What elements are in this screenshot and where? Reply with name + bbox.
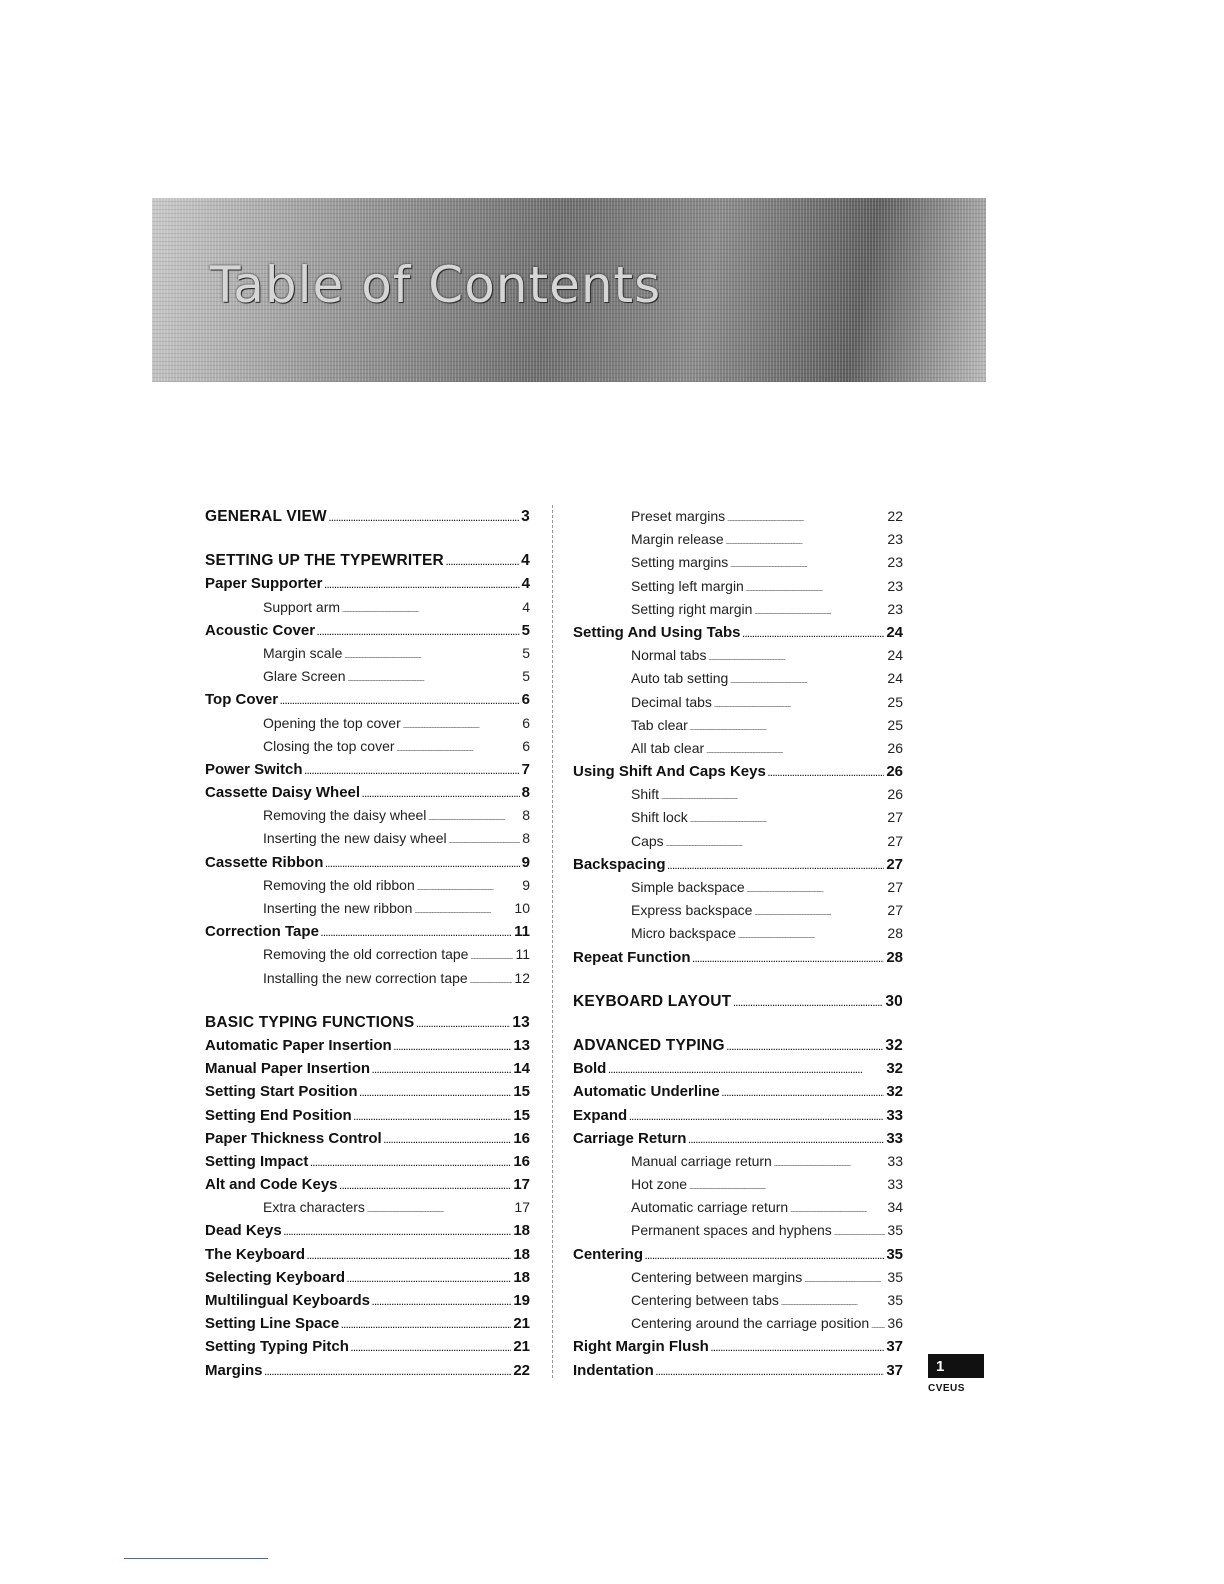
- toc-entry: [205, 1060, 530, 1083]
- toc-entry-page: 17: [514, 1199, 530, 1216]
- toc-dot-leader: [372, 1066, 511, 1075]
- toc-dot-leader: [608, 1066, 884, 1075]
- toc-entry-label: Margin scale: [263, 644, 343, 661]
- toc-entry: [573, 902, 903, 925]
- toc-entry-label: Auto tab setting: [631, 670, 729, 687]
- toc-dot-leader: [871, 1324, 885, 1330]
- toc-dot-leader: [743, 630, 885, 639]
- toc-entry: [573, 949, 903, 972]
- toc-entry: [573, 925, 903, 948]
- toc-entry-page: 25: [887, 716, 903, 733]
- toc-entry: [573, 601, 903, 624]
- toc-entry-label: Centering around the carriage position: [631, 1315, 870, 1332]
- toc-entry-page: 13: [512, 1013, 530, 1031]
- toc-entry: [205, 622, 530, 645]
- toc-dot-leader: [668, 862, 885, 871]
- toc-entry: [205, 807, 530, 830]
- toc-entry-label: Centering between margins: [631, 1268, 803, 1285]
- toc-entry-page: 16: [513, 1129, 530, 1147]
- toc-entry-label: Carriage Return: [573, 1129, 687, 1147]
- toc-entry: [205, 761, 530, 784]
- toc-entry-label: Top Cover: [205, 691, 279, 709]
- toc-entry: [205, 1338, 530, 1361]
- toc-dot-leader: [645, 1252, 884, 1261]
- toc-dot-leader: [347, 677, 520, 683]
- toc-entry-label: Expand: [573, 1106, 628, 1124]
- toc-entry-label: Extra characters: [263, 1199, 365, 1216]
- toc-entry-page: 24: [887, 670, 903, 687]
- toc-dot-leader: [414, 909, 512, 915]
- toc-entry: [205, 1107, 530, 1130]
- toc-entry-label: Manual carriage return: [631, 1152, 772, 1169]
- toc-entry-page: 27: [886, 855, 903, 873]
- toc-dot-leader: [727, 1043, 884, 1052]
- toc-dot-leader: [449, 839, 521, 845]
- toc-entry: [573, 1176, 903, 1199]
- toc-dot-leader: [754, 911, 885, 917]
- toc-entry: [205, 854, 530, 877]
- toc-entry: [205, 1222, 530, 1245]
- footer-rule: [124, 1558, 268, 1559]
- toc-entry-page: 5: [522, 644, 530, 661]
- toc-dot-leader: [280, 697, 520, 706]
- toc-entry-label: Indentation: [573, 1361, 654, 1379]
- toc-dot-leader: [325, 581, 520, 590]
- toc-entry: [573, 670, 903, 693]
- toc-entry-label: GENERAL VIEW: [205, 508, 327, 525]
- toc-entry-page: 21: [513, 1338, 530, 1356]
- toc-dot-leader: [804, 1278, 885, 1284]
- toc-entry: [573, 1222, 903, 1245]
- toc-entry: [205, 970, 530, 993]
- toc-dot-leader: [367, 1208, 512, 1214]
- toc-entry-page: 8: [521, 784, 530, 802]
- toc-entry-page: 12: [514, 969, 530, 986]
- toc-dot-leader: [688, 1136, 884, 1145]
- toc-entry-page: 19: [513, 1292, 530, 1309]
- toc-entry-page: 14: [513, 1060, 530, 1078]
- toc-entry-label: Cassette Ribbon: [205, 853, 324, 871]
- toc-entry: [573, 647, 903, 670]
- toc-dot-leader: [341, 1321, 511, 1330]
- toc-entry-label: SETTING UP THE TYPEWRITER: [205, 552, 444, 570]
- toc-entry: [205, 1037, 530, 1060]
- toc-entry-label: Permanent spaces and hyphens: [631, 1222, 832, 1239]
- toc-entry-label: Simple backspace: [631, 879, 745, 895]
- toc-entry-page: 32: [886, 1060, 903, 1078]
- toc-entry-page: 9: [522, 876, 530, 893]
- toc-entry: [573, 763, 903, 786]
- toc-dot-leader: [417, 886, 520, 892]
- toc-entry-page: 27: [887, 902, 903, 919]
- toc-entry-label: Shift lock: [631, 809, 688, 826]
- toc-entry: [573, 1338, 903, 1361]
- toc-dot-leader: [714, 703, 886, 709]
- toc-entry-label: Decimal tabs: [631, 693, 712, 710]
- toc-entry-page: 15: [513, 1106, 530, 1124]
- toc-entry: [573, 833, 903, 856]
- toc-entry: [573, 1199, 903, 1222]
- toc-entry-label: Inserting the new daisy wheel: [263, 830, 447, 847]
- toc-entry-label: Setting Impact: [205, 1152, 309, 1170]
- toc-dot-leader: [344, 654, 520, 660]
- page-number-tab: [928, 1354, 984, 1378]
- toc-entry-label: Setting End Position: [205, 1106, 352, 1124]
- toc-entry-label: Margins: [205, 1361, 263, 1379]
- toc-entry-label: Hot zone: [631, 1176, 688, 1193]
- toc-entry-label: The Keyboard: [205, 1245, 306, 1263]
- toc-entry-page: 26: [887, 786, 903, 803]
- toc-entry-page: 36: [887, 1315, 903, 1332]
- toc-dot-leader: [689, 1185, 885, 1191]
- toc-dot-leader: [708, 656, 885, 662]
- toc-entry: [205, 691, 530, 714]
- toc-dot-leader: [265, 1368, 512, 1377]
- toc-entry-label: Setting Typing Pitch: [205, 1338, 349, 1356]
- toc-dot-leader: [629, 1113, 884, 1122]
- toc-entry-page: 25: [887, 693, 903, 710]
- toc-entry-page: 32: [886, 1083, 903, 1101]
- toc-entry-label: KEYBOARD LAYOUT: [573, 992, 732, 1010]
- toc-entry: [573, 786, 903, 809]
- toc-entry-page: 32: [885, 1036, 903, 1054]
- toc-dot-leader: [284, 1228, 512, 1237]
- toc-entry-page: 21: [513, 1315, 530, 1333]
- toc-dot-leader: [730, 563, 885, 569]
- toc-entry-label: Multilingual Keyboards: [205, 1292, 371, 1309]
- toc-entry: [205, 1362, 530, 1385]
- toc-dot-leader: [446, 558, 519, 567]
- toc-entry: [205, 946, 530, 969]
- toc-entry-label: Glare Screen: [263, 668, 346, 685]
- toc-dot-leader: [730, 679, 885, 685]
- toc-entry: [205, 508, 530, 531]
- toc-entry: [205, 1199, 530, 1222]
- toc-entry-label: Tab clear: [631, 716, 688, 733]
- toc-entry: [205, 1130, 530, 1153]
- toc-dot-leader: [307, 1252, 511, 1261]
- toc-entry-page: 28: [887, 925, 903, 942]
- toc-dot-leader: [666, 842, 886, 848]
- toc-entry-label: Micro backspace: [631, 925, 737, 942]
- toc-entry-label: Cassette Daisy Wheel: [205, 784, 361, 802]
- toc-entry-label: Removing the daisy wheel: [263, 807, 427, 824]
- toc-entry-label: Paper Supporter: [205, 575, 323, 593]
- toc-entry: [205, 1176, 530, 1199]
- toc-dot-leader: [325, 860, 519, 869]
- page-title: Table of Contents: [210, 256, 662, 314]
- toc-entry-page: 8: [522, 807, 530, 824]
- toc-entry-label: Correction Tape: [205, 923, 319, 941]
- toc-entry-label: Paper Thickness Control: [205, 1129, 382, 1147]
- toc-entry: [573, 1269, 903, 1292]
- toc-dot-leader: [416, 1020, 510, 1029]
- toc-entry-label: Acoustic Cover: [205, 621, 316, 639]
- toc-entry: [573, 1037, 903, 1060]
- toc-entry: [205, 1315, 530, 1338]
- toc-entry-page: 15: [513, 1083, 530, 1101]
- toc-entry-page: 4: [521, 575, 530, 593]
- toc-dot-leader: [354, 1113, 512, 1122]
- toc-entry-page: 18: [513, 1245, 530, 1263]
- toc-entry: [573, 531, 903, 554]
- toc-entry: [573, 578, 903, 601]
- toc-entry-label: Selecting Keyboard: [205, 1268, 346, 1286]
- toc-entry-page: 33: [887, 1152, 903, 1169]
- toc-dot-leader: [733, 999, 883, 1008]
- toc-dot-leader: [661, 795, 885, 801]
- toc-dot-leader: [329, 514, 519, 523]
- toc-entry: [573, 879, 903, 902]
- toc-entry: [573, 1315, 903, 1338]
- toc-entry-label: Setting margins: [631, 554, 729, 571]
- toc-entry-label: Automatic Underline: [573, 1083, 720, 1101]
- toc-entry-page: 18: [513, 1268, 530, 1286]
- toc-entry-page: 27: [887, 879, 903, 895]
- toc-entry-page: 30: [885, 992, 903, 1010]
- toc-entry: [573, 993, 903, 1016]
- toc-entry-label: Centering between tabs: [631, 1292, 779, 1308]
- toc-entry: [573, 1107, 903, 1130]
- toc-dot-leader: [754, 610, 885, 616]
- toc-entry-page: 28: [886, 948, 903, 966]
- toc-dot-leader: [321, 929, 512, 938]
- toc-dot-leader: [768, 769, 885, 778]
- toc-dot-leader: [305, 767, 520, 776]
- toc-entry-label: BASIC TYPING FUNCTIONS: [205, 1013, 415, 1031]
- toc-entry-label: Setting Start Position: [205, 1083, 358, 1101]
- toc-dot-leader: [738, 934, 885, 940]
- toc-entry: [573, 717, 903, 740]
- toc-entry: [205, 1246, 530, 1269]
- toc-entry-page: 34: [887, 1199, 903, 1216]
- toc-entry: [573, 554, 903, 577]
- toc-entry-page: 26: [886, 763, 903, 781]
- toc-entry-label: Installing the new correction tape: [263, 969, 468, 986]
- toc-entry-label: Caps: [631, 832, 664, 849]
- toc-entry-page: 3: [521, 508, 530, 525]
- toc-entry-page: 22: [887, 508, 903, 524]
- toc-entry: [573, 1362, 903, 1385]
- toc-entry-page: 35: [886, 1245, 903, 1263]
- toc-entry: [573, 624, 903, 647]
- toc-dot-leader: [834, 1231, 886, 1237]
- toc-entry: [573, 694, 903, 717]
- toc-entry-page: 33: [887, 1176, 903, 1193]
- toc-dot-leader: [351, 1344, 511, 1353]
- toc-entry-page: 18: [513, 1222, 530, 1240]
- toc-dot-leader: [706, 749, 885, 755]
- toc-entry: [573, 856, 903, 879]
- toc-entry-page: 13: [513, 1036, 530, 1054]
- toc-entry: [205, 1269, 530, 1292]
- toc-entry: [573, 1083, 903, 1106]
- toc-entry-label: Setting left margin: [631, 577, 744, 594]
- toc-entry-label: Setting right margin: [631, 600, 753, 617]
- toc-entry: [205, 877, 530, 900]
- toc-entry-page: 27: [887, 832, 903, 849]
- toc-entry-page: 8: [522, 830, 530, 847]
- toc-entry-label: Inserting the new ribbon: [263, 900, 413, 916]
- toc-dot-leader: [362, 790, 520, 799]
- toc-entry-page: 5: [521, 621, 530, 639]
- toc-entry-label: Removing the old ribbon: [263, 876, 415, 893]
- toc-entry-label: Shift: [631, 786, 660, 803]
- toc-entry-page: 5: [522, 668, 530, 685]
- toc-dot-leader: [340, 1182, 512, 1191]
- toc-entry-page: 23: [887, 600, 903, 617]
- toc-entry-page: 35: [887, 1268, 903, 1285]
- toc-entry-page: 10: [514, 900, 530, 916]
- toc-entry-label: Backspacing: [573, 855, 666, 873]
- toc-entry: [573, 1292, 903, 1315]
- toc-dot-leader: [428, 816, 520, 822]
- toc-dot-leader: [384, 1136, 512, 1145]
- toc-entry-page: 23: [887, 554, 903, 571]
- toc-entry: [205, 900, 530, 923]
- toc-dot-leader: [394, 1043, 512, 1052]
- toc-entry-page: 33: [886, 1129, 903, 1147]
- toc-entry: [205, 575, 530, 598]
- toc-entry-label: All tab clear: [631, 739, 705, 756]
- toc-entry: [573, 1153, 903, 1176]
- toc-entry: [205, 1083, 530, 1106]
- toc-entry-label: Automatic Paper Insertion: [205, 1036, 392, 1054]
- toc-entry: [205, 784, 530, 807]
- toc-entry-page: 6: [522, 737, 530, 754]
- toc-dot-leader: [310, 1159, 511, 1168]
- toc-dot-leader: [317, 628, 520, 637]
- toc-entry-label: Centering: [573, 1245, 644, 1263]
- toc-entry-page: 23: [887, 577, 903, 594]
- toc-entry-page: 16: [513, 1152, 530, 1170]
- toc-dot-leader: [656, 1368, 884, 1377]
- toc-entry-label: Automatic carriage return: [631, 1199, 789, 1216]
- toc-entry-page: 35: [887, 1222, 903, 1239]
- toc-entry-page: 27: [887, 809, 903, 826]
- page-number: 1: [936, 1357, 945, 1375]
- toc-dot-leader: [774, 1162, 886, 1168]
- toc-dot-leader: [727, 517, 885, 523]
- toc-entry-label: Margin release: [631, 531, 724, 548]
- toc-entry-label: Normal tabs: [631, 647, 707, 664]
- toc-entry-page: 33: [886, 1106, 903, 1124]
- toc-dot-leader: [470, 955, 513, 961]
- toc-entry: [573, 508, 903, 531]
- toc-entry-label: Repeat Function: [573, 948, 691, 966]
- column-divider: [552, 505, 553, 1378]
- toc-entry: [205, 830, 530, 853]
- toc-entry: [205, 923, 530, 946]
- toc-entry: [205, 599, 530, 622]
- toc-entry-page: 35: [887, 1292, 903, 1308]
- toc-dot-leader: [403, 724, 520, 730]
- toc-entry: [205, 552, 530, 575]
- toc-entry-label: Alt and Code Keys: [205, 1176, 338, 1194]
- toc-entry-label: ADVANCED TYPING: [573, 1036, 725, 1054]
- toc-entry-page: 23: [887, 531, 903, 548]
- toc-entry-label: Setting And Using Tabs: [573, 623, 741, 641]
- toc-entry-label: Right Margin Flush: [573, 1338, 709, 1356]
- toc-entry: [573, 740, 903, 763]
- toc-entry: [205, 1292, 530, 1315]
- toc-entry-label: Support arm: [263, 598, 341, 615]
- toc-entry-page: 6: [522, 714, 530, 731]
- toc-entry: [205, 738, 530, 761]
- toc-dot-leader: [726, 540, 886, 546]
- toc-entry-label: Removing the old correction tape: [263, 946, 469, 963]
- toc-dot-leader: [693, 955, 885, 964]
- toc-dot-leader: [342, 608, 520, 614]
- toc-dot-leader: [747, 888, 886, 894]
- toc-entry-label: Dead Keys: [205, 1222, 282, 1240]
- toc-entry-label: Preset margins: [631, 508, 726, 524]
- toc-dot-leader: [746, 587, 886, 593]
- toc-entry: [205, 1153, 530, 1176]
- toc-entry-page: 4: [522, 598, 530, 615]
- toc-dot-leader: [781, 1301, 886, 1307]
- toc-entry: [573, 1130, 903, 1153]
- toc-entry-page: 26: [887, 739, 903, 756]
- toc-entry-page: 7: [521, 760, 530, 778]
- toc-entry-page: 37: [886, 1338, 903, 1356]
- toc-entry: [205, 668, 530, 691]
- toc-dot-leader: [722, 1089, 885, 1098]
- toc-entry-label: Bold: [573, 1060, 607, 1078]
- toc-entry-label: Opening the top cover: [263, 714, 401, 731]
- toc-entry-page: 11: [514, 923, 530, 941]
- toc-entry: [205, 645, 530, 668]
- toc-entry-page: 24: [886, 623, 903, 641]
- toc-entry: [205, 715, 530, 738]
- toc-entry-page: 24: [887, 647, 903, 664]
- toc-entry-label: Closing the top cover: [263, 737, 395, 754]
- toc-entry: [573, 1060, 903, 1083]
- toc-entry-page: 22: [513, 1361, 530, 1379]
- toc-dot-leader: [360, 1089, 512, 1098]
- toc-entry-label: Power Switch: [205, 760, 303, 778]
- toc-entry-page: 17: [513, 1176, 530, 1194]
- toc-entry: [573, 1246, 903, 1269]
- toc-entry-page: 4: [521, 552, 530, 570]
- toc-entry-label: Using Shift And Caps Keys: [573, 763, 766, 781]
- toc-entry: [205, 1014, 530, 1037]
- toc-column-left: [205, 508, 530, 1385]
- toc-entry-page: 9: [521, 853, 530, 871]
- toc-entry-page: 6: [521, 691, 530, 709]
- toc-entry-page: 11: [515, 946, 530, 963]
- toc-dot-leader: [372, 1298, 511, 1307]
- toc-entry-label: Setting Line Space: [205, 1315, 340, 1333]
- toc-dot-leader: [470, 979, 513, 985]
- toc-dot-leader: [690, 818, 886, 824]
- toc-entry-page: 37: [886, 1361, 903, 1379]
- toc-dot-leader: [347, 1275, 511, 1284]
- toc-dot-leader: [397, 747, 521, 753]
- toc-dot-leader: [790, 1208, 885, 1214]
- toc-entry-label: Express backspace: [631, 902, 753, 919]
- title-banner: [152, 198, 986, 382]
- toc-entry-label: Manual Paper Insertion: [205, 1060, 371, 1078]
- toc-column-right: [573, 508, 903, 1385]
- toc-entry: [573, 809, 903, 832]
- document-code: CVEUS: [928, 1383, 965, 1394]
- toc-dot-leader: [711, 1344, 884, 1353]
- toc-dot-leader: [690, 726, 886, 732]
